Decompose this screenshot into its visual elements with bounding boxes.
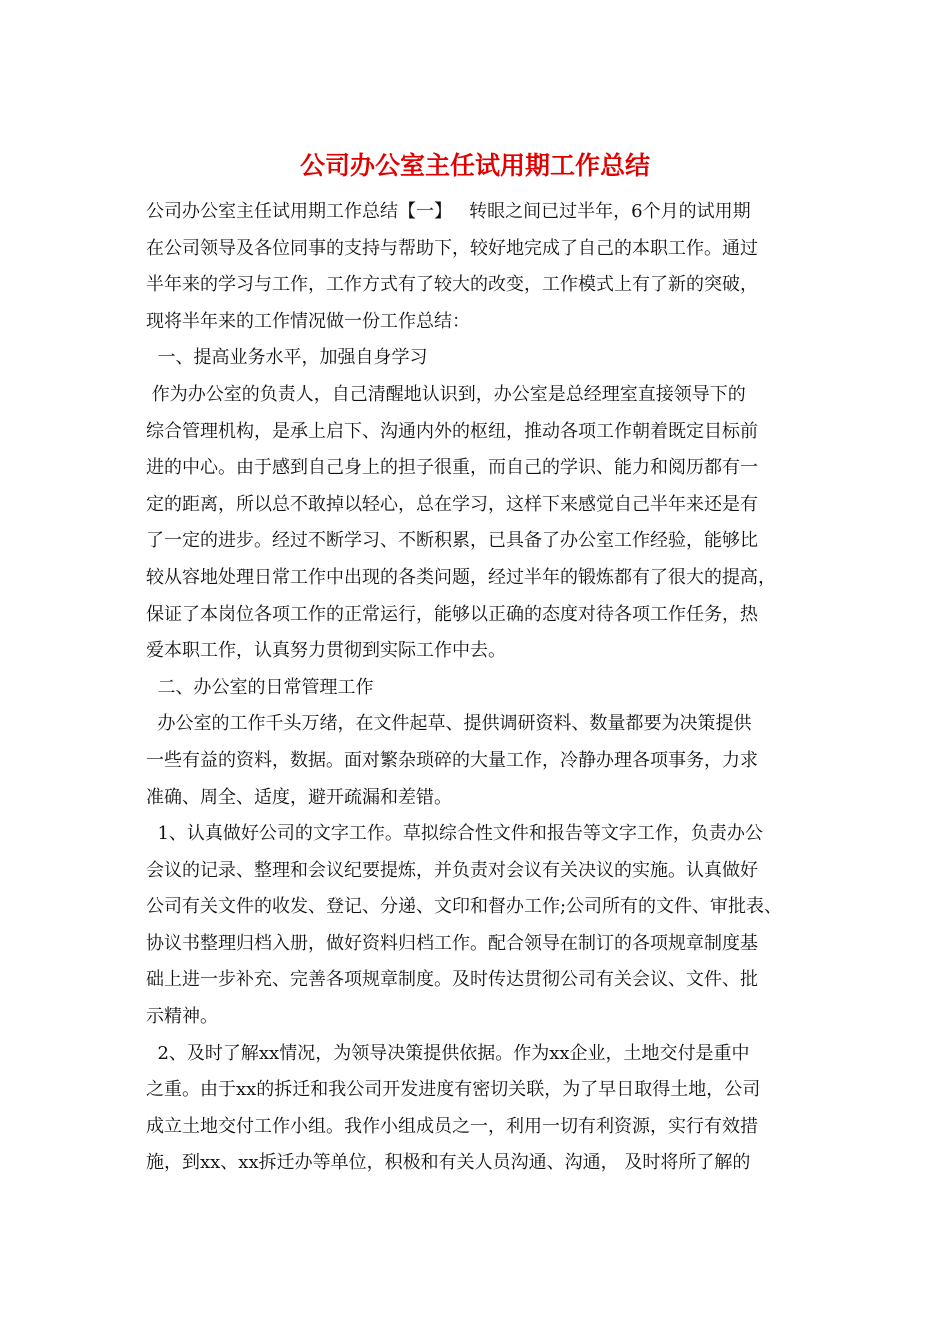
text-line: 办公室的工作千头万绪，在文件起草、提供调研资料、数量都要为决策提供: [146, 713, 752, 735]
section-heading: 一、提高业务水平，加强自身学习: [146, 347, 428, 369]
text-line: 施，到xx、xx拆迁办等单位，积极和有关人员沟通、沟通， 及时将所了解的: [146, 1152, 751, 1174]
text-line: 了一定的进步。经过不断学习、不断积累，已具备了办公室工作经验，能够比: [146, 530, 758, 552]
page-title: 公司办公室主任试用期工作总结: [299, 151, 650, 180]
text-line: 示精神。: [146, 1006, 218, 1028]
text-line: 进的中心。由于感到自己身上的担子很重，而自己的学识、能力和阅历都有一: [146, 457, 758, 479]
text-line: 公司有关文件的收发、登记、分递、文印和督办工作;公司所有的文件、审批表、: [146, 896, 783, 918]
text-line: 准确、周全、适度，避开疏漏和差错。: [146, 786, 452, 808]
text-line: 定的距离，所以总不敢掉以轻心，总在学习，这样下来感觉自己半年来还是有: [146, 493, 758, 515]
body-text: [146, 194, 826, 1182]
text-line: 之重。由于xx的拆迁和我公司开发进度有密切关联，为了早日取得土地，公司: [146, 1079, 761, 1101]
text-line: 协议书整理归档入册，做好资料归档工作。配合领导在制订的各项规章制度基: [146, 932, 758, 954]
text-line: 公司办公室主任试用期工作总结【一】 转眼之间已过半年，6个月的试用期: [146, 201, 751, 222]
text-line: 础上进一步补充、完善各项规章制度。及时传达贯彻公司有关会议、文件、批: [146, 969, 758, 991]
text-line: 综合管理机构，是承上启下、沟通内外的枢纽，推动各项工作朝着既定目标前: [146, 420, 758, 442]
text-line: 成立土地交付工作小组。我作小组成员之一，利用一切有利资源，实行有效措: [146, 1115, 758, 1137]
text-line: 保证了本岗位各项工作的正常运行，能够以正确的态度对待各项工作任务，热: [146, 603, 758, 625]
section-heading: 二、办公室的日常管理工作: [146, 676, 374, 698]
text-line: 较从容地处理日常工作中出现的各类问题，经过半年的锻炼都有了很大的提高，: [146, 566, 776, 588]
text-line: 现将半年来的工作情况做一份工作总结：: [146, 310, 470, 332]
text-line: 爱本职工作，认真努力贯彻到实际工作中去。: [146, 640, 506, 662]
text-line: 1、认真做好公司的文字工作。草拟综合性文件和报告等文字工作，负责办公: [146, 823, 763, 845]
text-line: 作为办公室的负责人，自己清醒地认识到，办公室是总经理室直接领导下的: [146, 383, 746, 405]
text-line: 半年来的学习与工作，工作方式有了较大的改变，工作模式上有了新的突破，: [146, 274, 758, 296]
text-line: 2、及时了解xx情况，为领导决策提供依据。作为xx企业，土地交付是重中: [146, 1042, 750, 1064]
text-line: 一些有益的资料，数据。面对繁杂琐碎的大量工作，冷静办理各项事务，力求: [146, 749, 758, 771]
text-line: 会议的记录、整理和会议纪要提炼，并负责对会议有关决议的实施。认真做好: [146, 859, 758, 881]
text-line: 在公司领导及各位同事的支持与帮助下，较好地完成了自己的本职工作。通过: [146, 237, 758, 259]
